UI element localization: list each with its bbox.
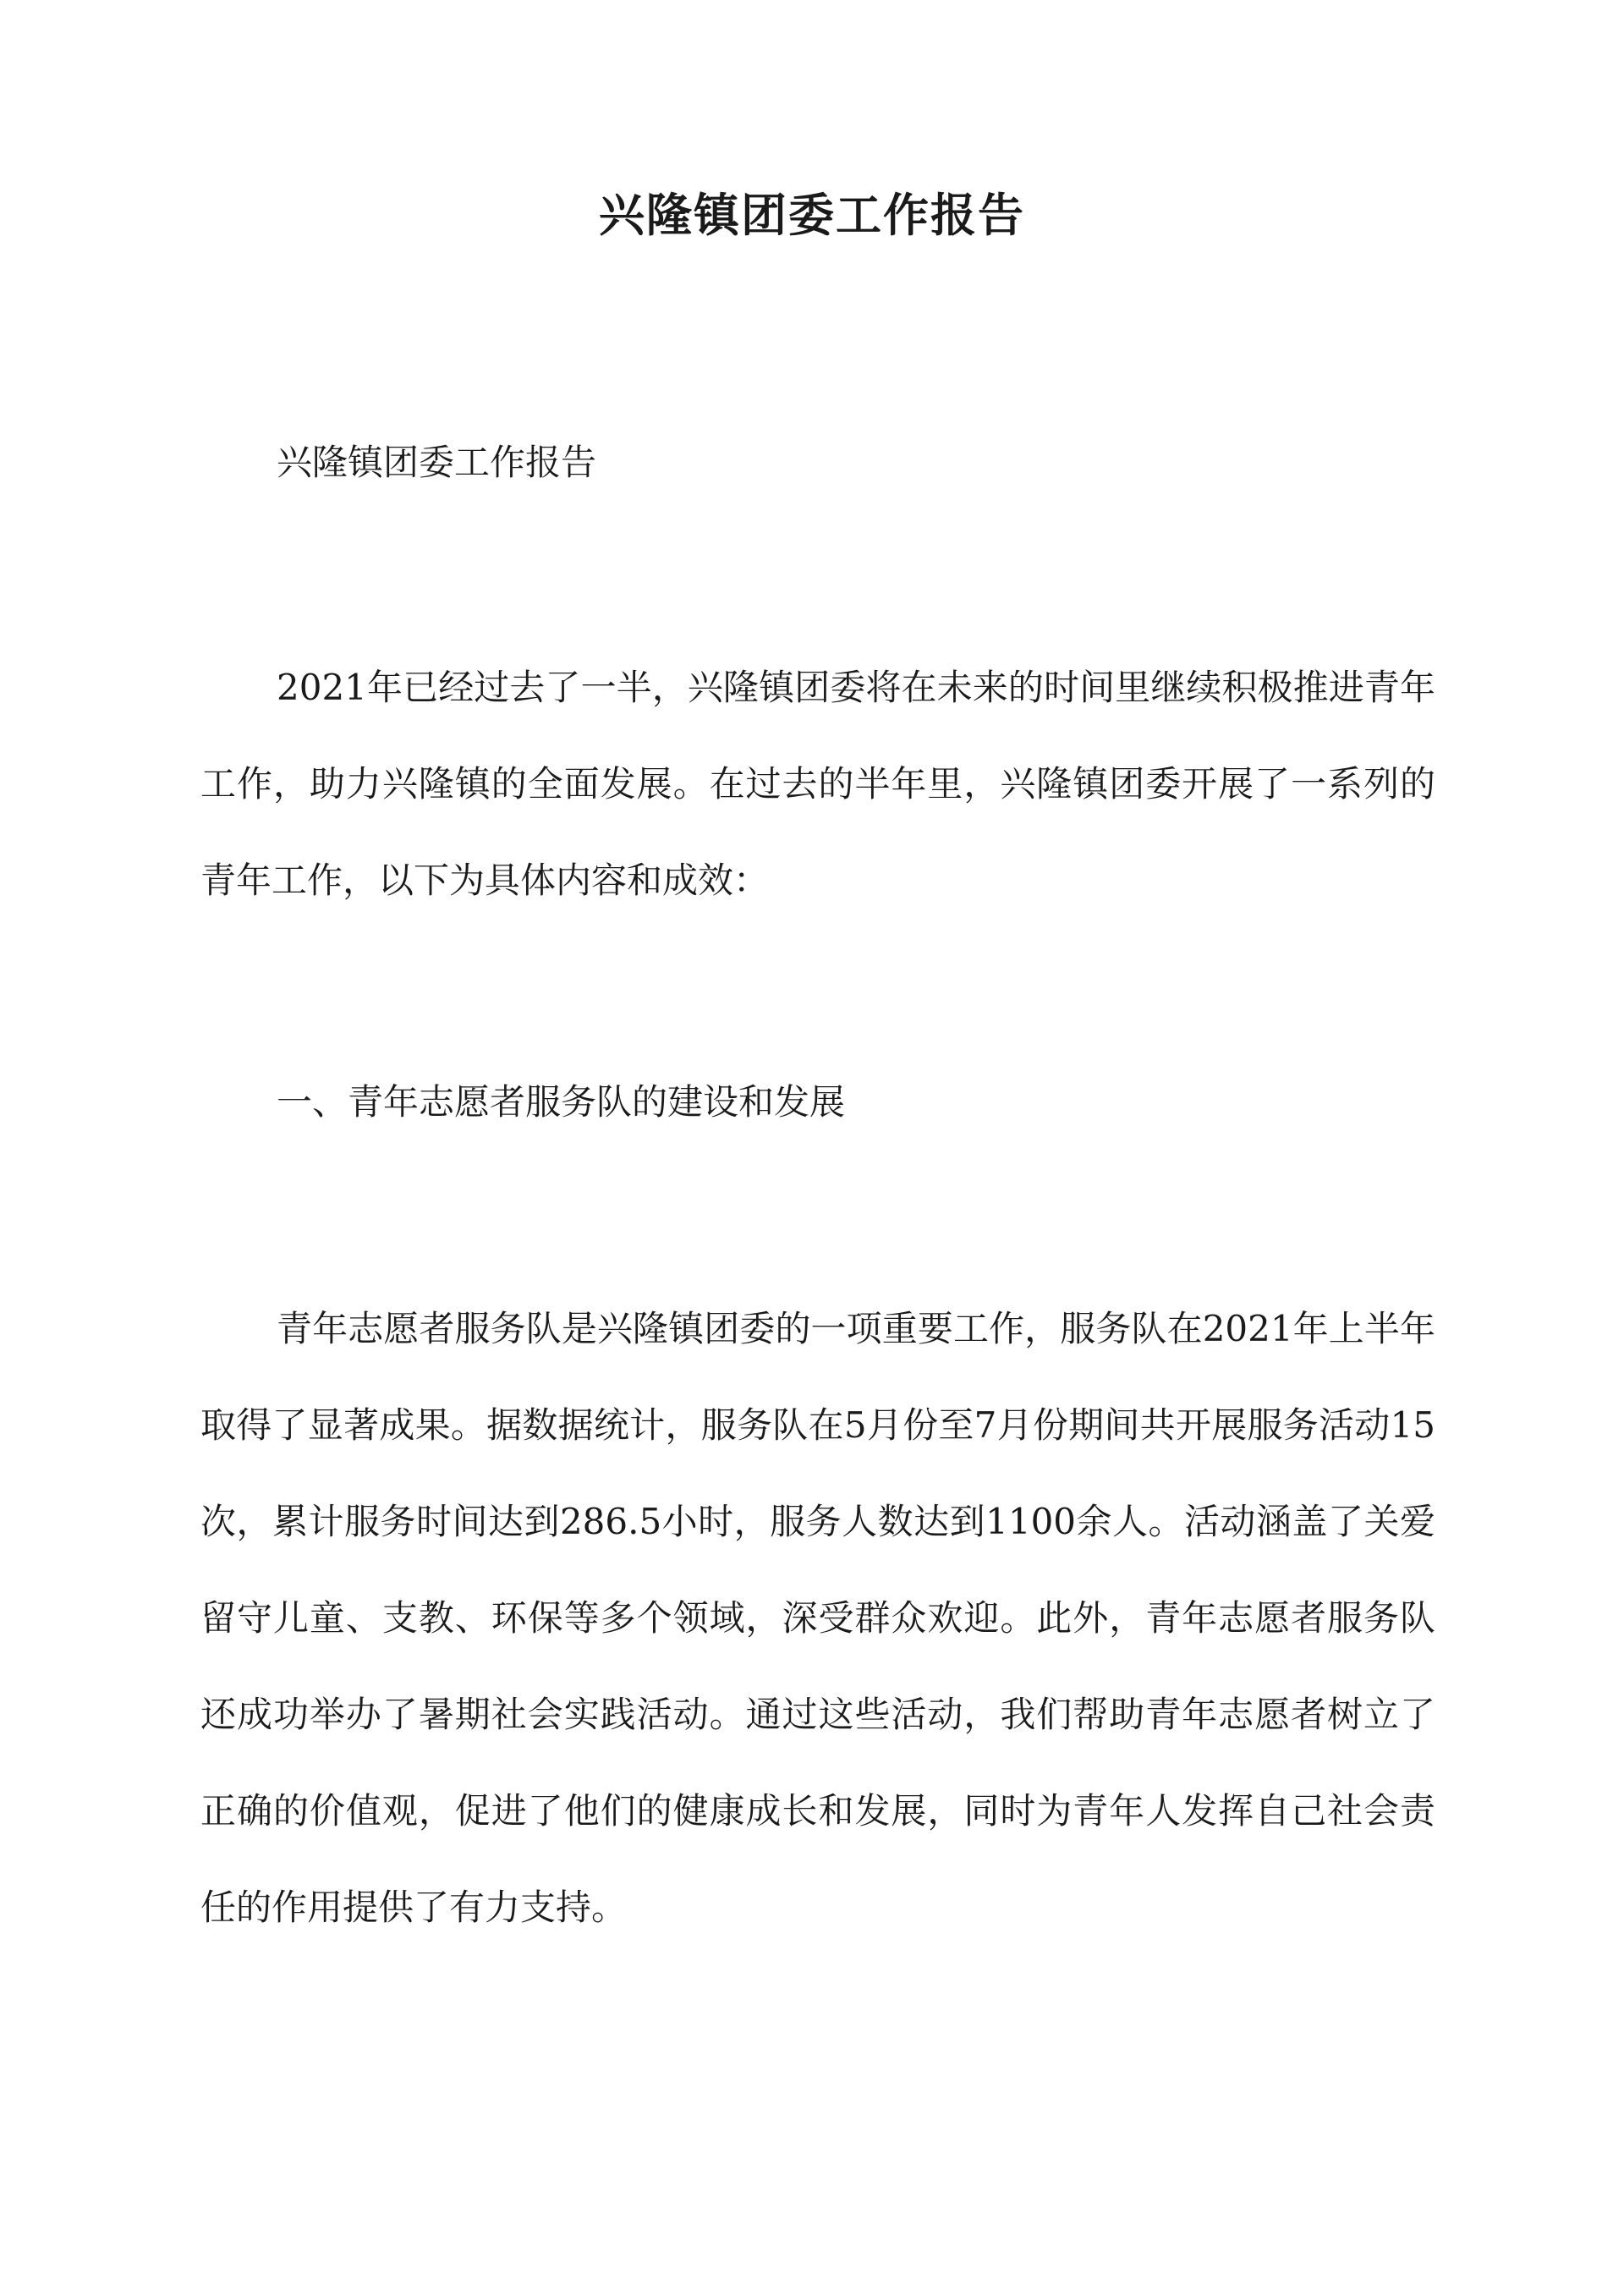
intro-paragraph: 2021年已经过去了一半，兴隆镇团委将在未来的时间里继续积极推进青年工作，助力兴隆镇的全面发展。在过去的半年里，兴隆镇团委开展了一系列的青年工作，以下为具体内容和成效： [200, 667, 1435, 901]
document-title: 兴隆镇团委工作报告 [599, 188, 1025, 242]
section-1-heading: 一、青年志愿者服务队的建设和发展 [277, 1081, 846, 1123]
section-1-paragraph: 青年志愿者服务队是兴隆镇团委的一项重要工作，服务队在2021年上半年取得了显著成果。据数据统计，服务队在5月份至7月份期间共开展服务活动15次，累计服务时间达到286.5小时，服务人数达到1100余人。活动涵盖了关爱留守儿童、支教、环保等多个领域，深受群众欢迎。此外，青年志愿者服务队还成功举办了暑期社会实践活动。通过这些活动，我们帮助青年志愿者树立了正确的价值观，促进了他们的健康成长和发展，同时为青年人发挥自己社会责任的作用提供了有力支持。 [200, 1308, 1435, 1928]
document-subtitle: 兴隆镇团委工作报告 [277, 442, 597, 483]
